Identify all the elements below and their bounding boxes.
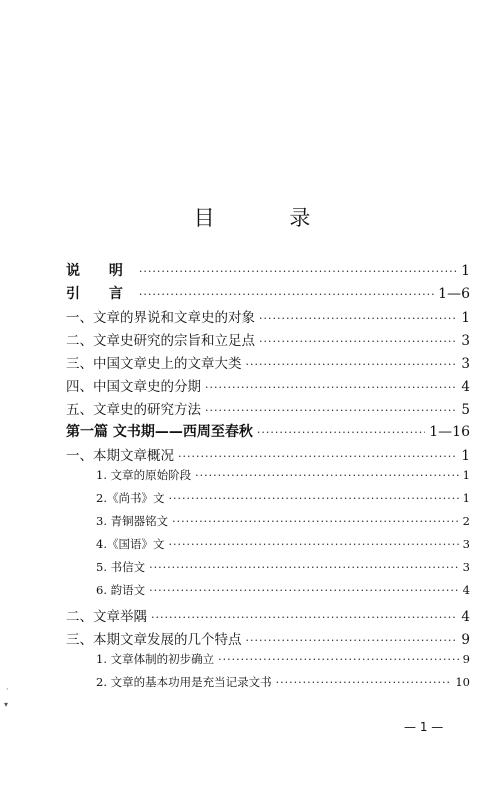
leader-dots — [149, 584, 459, 597]
toc-entry-page: 1 — [462, 468, 470, 482]
toc-entry-label: 6. 韵语文 — [96, 583, 146, 597]
toc-entry-label: 2.《尚书》文 — [96, 491, 165, 505]
toc-entry-label: 三、本期文章发展的几个特点 — [66, 632, 242, 648]
toc-entry-page: 4 — [461, 379, 470, 395]
toc-entry-label: 4.《国语》文 — [96, 537, 165, 551]
toc-entry[interactable] — [66, 352, 470, 374]
toc-entry[interactable] — [66, 375, 470, 397]
toc-entry-label: 一、文章的界说和文章史的对象 — [66, 310, 255, 326]
toc-subentry[interactable] — [96, 559, 470, 579]
leader-dots — [139, 265, 457, 278]
toc-subentry[interactable] — [96, 582, 470, 602]
scan-speck-mark: · — [6, 685, 9, 694]
toc-subentry[interactable] — [96, 467, 470, 487]
leader-dots — [246, 634, 458, 647]
toc-entry-label: 5. 书信文 — [96, 560, 146, 574]
leader-dots — [205, 381, 457, 394]
toc-entry-page: 1—16 — [429, 424, 470, 440]
toc-subentry[interactable] — [96, 651, 470, 671]
toc-entry-page: 4 — [462, 583, 470, 597]
toc-entry-page: 2 — [462, 514, 470, 528]
toc-entry-preface[interactable] — [66, 260, 470, 282]
toc-entry[interactable] — [66, 444, 470, 466]
leader-dots — [205, 404, 457, 417]
toc-entry-part-one[interactable] — [66, 421, 470, 443]
toc-subentry[interactable] — [96, 513, 470, 533]
leader-dots — [246, 358, 458, 371]
leader-dots — [151, 611, 457, 624]
toc-entry-label: 3. 青铜器铭文 — [96, 514, 169, 528]
leader-dots — [218, 653, 459, 666]
toc-entry-page: 3 — [462, 537, 470, 551]
toc-entry-introduction[interactable] — [66, 283, 470, 305]
toc-entry-page: 9 — [462, 652, 470, 666]
toc-entry-label: 二、文章史研究的宗旨和立足点 — [66, 333, 255, 349]
toc-entry-page: 3 — [461, 356, 470, 372]
scan-speck-mark: ▾ — [4, 700, 9, 709]
toc-entry[interactable] — [66, 605, 470, 627]
toc-entry-page: 1 — [461, 448, 470, 464]
toc-entry[interactable] — [66, 329, 470, 351]
page-number-footer: — 1 — — [404, 720, 444, 734]
toc-entry-label: 三、中国文章史上的文章大类 — [66, 356, 242, 372]
leader-dots — [168, 538, 458, 551]
toc-entry-page: 1 — [462, 491, 470, 505]
leader-dots — [172, 515, 459, 528]
toc-entry[interactable] — [66, 398, 470, 420]
toc-entry-label: 一、本期文章概况 — [66, 448, 174, 464]
toc-entry-label: 四、中国文章史的分期 — [66, 379, 201, 395]
leader-dots — [276, 676, 452, 689]
leader-dots — [178, 450, 457, 463]
leader-dots — [139, 288, 434, 301]
leader-dots — [195, 469, 459, 482]
toc-entry-page: 1—6 — [438, 286, 470, 302]
toc-entry-page: 5 — [461, 402, 470, 418]
toc-entry-label: 1. 文章体制的初步确立 — [96, 652, 215, 666]
toc-subentry[interactable] — [96, 490, 470, 510]
toc-entry-label: 二、文章举隅 — [66, 609, 147, 625]
toc-entry-label: 引 言 — [66, 286, 135, 302]
page-title: 目 录 — [193, 206, 345, 230]
toc-entry-label: 1. 文章的原始阶段 — [96, 468, 192, 482]
toc-entry-label: 2. 文章的基本功用是充当记录文书 — [96, 675, 272, 689]
leader-dots — [259, 335, 457, 348]
toc-entry-label: 说 明 — [66, 263, 135, 279]
toc-entry-page: 1 — [461, 263, 470, 279]
toc-entry[interactable] — [66, 306, 470, 328]
leader-dots — [168, 492, 458, 505]
toc-entry-page: 3 — [461, 333, 470, 349]
toc-entry-page: 10 — [455, 675, 470, 689]
toc-subentry[interactable] — [96, 674, 470, 694]
toc-entry-page: 3 — [462, 560, 470, 574]
toc-entry-page: 9 — [461, 632, 470, 648]
leader-dots — [257, 426, 425, 439]
toc-subentry[interactable] — [96, 536, 470, 556]
toc-entry-label: 五、文章史的研究方法 — [66, 402, 201, 418]
toc-entry-page: 4 — [461, 609, 470, 625]
toc-entry-page: 1 — [461, 310, 470, 326]
toc-entry-label: 第一篇 文书期——西周至春秋 — [66, 424, 253, 440]
leader-dots — [259, 312, 457, 325]
leader-dots — [149, 561, 459, 574]
toc-entry[interactable] — [66, 628, 470, 650]
